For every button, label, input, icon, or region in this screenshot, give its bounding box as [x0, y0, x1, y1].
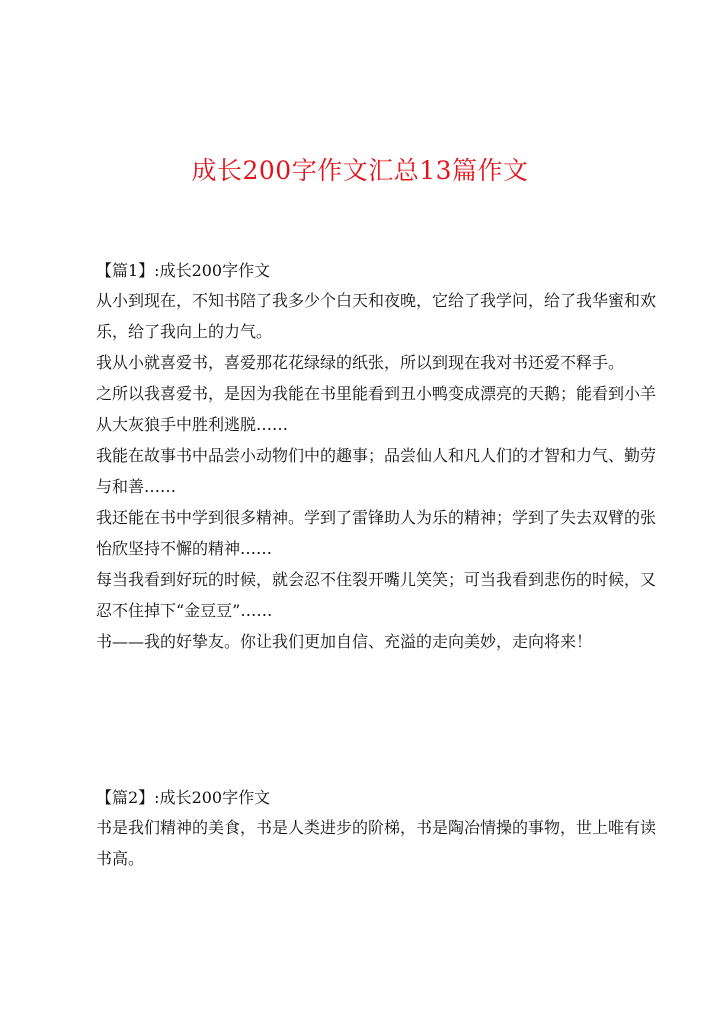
- section-2: [96, 783, 656, 874]
- paragraph: 我还能在书中学到很多精神。学到了雷锋助人为乐的精神；学到了失去双臂的张怡欣坚持不懈的精神……: [96, 508, 657, 558]
- section-heading: 【篇1】:成长200字作文: [96, 261, 271, 280]
- paragraph: 每当我看到好玩的时候，就会忍不住裂开嘴儿笑笑；可当我看到悲伤的时候，又忍不住掉下“金豆豆”……: [96, 570, 657, 620]
- document-title: 成长200字作文汇总13篇作文: [191, 156, 529, 185]
- paragraph: 从小到现在，不知书陪了我多少个白天和夜晚，它给了我学问，给了我华蜜和欢乐，给了我向上的力气。: [96, 291, 657, 341]
- paragraph: 书——我的好挚友。你让我们更加自信、充溢的走向美妙，走向将来！: [96, 632, 593, 651]
- paragraph: 我能在故事书中品尝小动物们中的趣事；品尝仙人和凡人们的才智和力气、勤劳与和善……: [96, 446, 657, 496]
- paragraph: 书是我们精神的美食，书是人类进步的阶梯，书是陶冶情操的事物，世上唯有读书高。: [96, 818, 657, 868]
- paragraph: 我从小就喜爱书，喜爱那花花绿绿的纸张，所以到现在我对书还爱不释手。: [96, 353, 625, 372]
- section-1: [96, 256, 656, 657]
- paragraph: 之所以我喜爱书，是因为我能在书里能看到丑小鸭变成漂亮的天鹅；能看到小羊从大灰狼手中胜利逃脱……: [96, 384, 657, 434]
- section-heading: 【篇2】:成长200字作文: [96, 788, 271, 807]
